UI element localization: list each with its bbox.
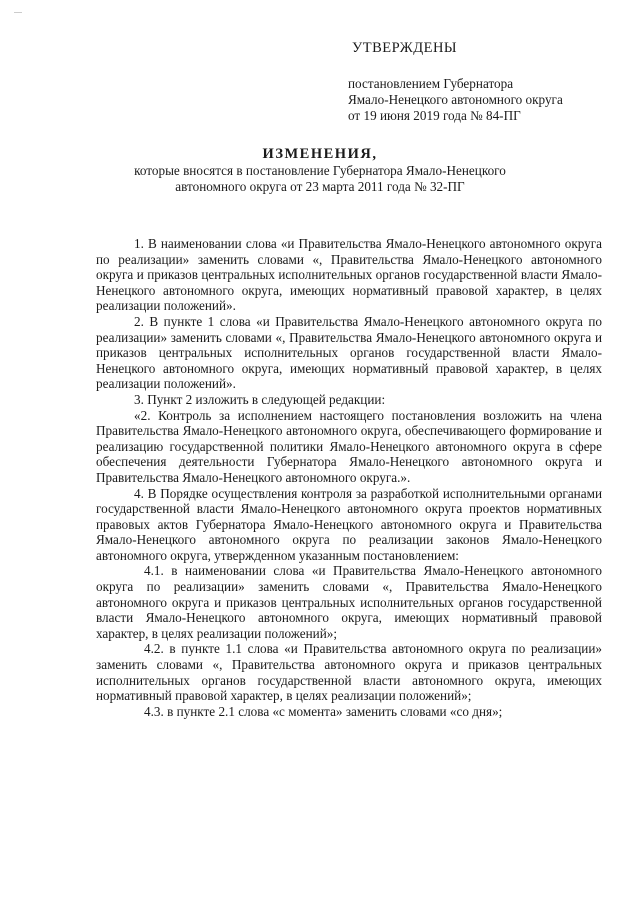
paragraph: 4.3. в пункте 2.1 слова «с момента» заменить словами «со дня»;	[144, 703, 503, 719]
approval-line: Ямало-Ненецкого автономного округа	[348, 92, 563, 107]
paragraph: 3. Пункт 2 изложить в следующей редакции:	[134, 391, 386, 407]
approval-block	[348, 76, 563, 124]
paragraph: 4.1. в наименовании слова «и Правительства Ямало-Ненецкого автономного округа по реализации» заменить словами «, Правительства Ямало-Ненецкого автономного округа и приказов центральных исполнительных органов государственной власти Ямало-Ненецкого автономного округа, имеющих нормативный правовой характер, в целях реализации положений»;	[96, 563, 602, 641]
paragraph: 1. В наименовании слова «и Правительства Ямало-Ненецкого автономного округа по реализации» заменить словами «, Правительства Ямало-Ненецкого автономного округа и приказов центральных исполнительных органов государственной власти Ямало-Ненецкого автономного округа, имеющих нормативный правовой характер, в целях реализации положений».	[96, 236, 602, 314]
document-body	[96, 236, 602, 719]
approval-heading: УТВЕРЖДЕНЫ	[352, 40, 458, 56]
document-title: ИЗМЕНЕНИЯ,	[262, 146, 378, 162]
paragraph: 2. В пункте 1 слова «и Правительства Ямало-Ненецкого автономного округа по реализации» заменить словами «, Правительства Ямало-Ненецкого автономного округа и приказов центральных исполнительных органов государственной власти Ямало-Ненецкого автономного округа, имеющих нормативный правовой характер, в целях реализации положений».	[96, 313, 602, 392]
paragraph: «2. Контроль за исполнением настоящего постановления возложить на члена Правительства Ямало-Ненецкого автономного округа, обеспечивающего формирование и реализацию государственной политики Ямало-Ненецкого автономного округа в сфере обеспечения деятельности Губернатора Ямало-Ненецкого автономного округа и Правительства Ямало-Ненецкого автономного округа.».	[96, 407, 602, 485]
approval-line: постановлением Губернатора	[348, 76, 514, 91]
paragraph: 4. В Порядке осуществления контроля за разработкой исполнительными органами государственной власти Ямало-Ненецкого автономного округа проектов нормативных правовых актов Губернатора Ямало-Ненецкого автономного округа и Правительства Ямало-Ненецкого автономного округа по реализации законов Ямало-Ненецкого автономного округа, утвержденном указанным постановлением:	[96, 485, 602, 563]
paragraph: 4.2. в пункте 1.1 слова «и Правительства автономного округа по реализации» заменить словами «, Правительства автономного округа и приказов центральных исполнительных органов государственной власти автономного округа, имеющих нормативный правовой характер, в целях реализации положений»;	[96, 641, 602, 704]
scan-mark	[14, 12, 22, 13]
approval-line: от 19 июня 2019 года № 84-ПГ	[348, 108, 521, 123]
document-subtitle: которые вносятся в постановление Губернатора Ямало-Ненецкого автономного округа от 23 марта 2011 года № 32-ПГ	[134, 163, 506, 194]
